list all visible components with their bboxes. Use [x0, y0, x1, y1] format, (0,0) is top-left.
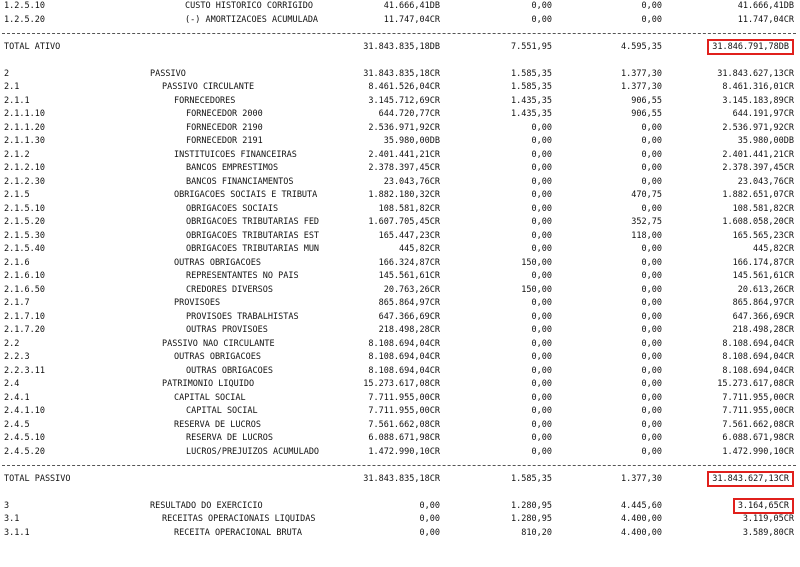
credito: 0,00 — [641, 244, 662, 254]
account-code: 1.2.5.10 — [4, 1, 45, 11]
credito: 0,00 — [641, 325, 662, 335]
debito: 0,00 — [531, 298, 552, 308]
saldo-atual: 108.581,82CR — [732, 203, 794, 214]
saldo-anterior: 15.273.617,08CR — [363, 379, 440, 389]
debito: 150,00 — [521, 257, 552, 268]
account-code: 2.1.2 — [4, 149, 30, 160]
account-row — [0, 311, 800, 325]
account-code: 2.4.5.10 — [4, 433, 45, 443]
saldo-anterior: 8.108.694,04CR — [368, 338, 440, 349]
saldo-atual: 35.980,00DB — [737, 136, 794, 146]
saldo-atual: 3.164,65CR — [733, 498, 794, 514]
total-ativo-label: TOTAL ATIVO — [4, 41, 61, 52]
saldo-anterior: 165.447,23CR — [378, 230, 440, 241]
debito: 0,00 — [531, 14, 552, 25]
saldo-atual: 166.174,87CR — [732, 257, 794, 268]
account-description: FORNECEDOR 2000 — [186, 109, 263, 119]
credito: 0,00 — [641, 365, 662, 376]
account-row — [0, 149, 800, 163]
debito: 0,00 — [531, 271, 552, 281]
saldo-atual: 3.145.183,89CR — [722, 95, 794, 106]
saldo-atual: 2.536.971,92CR — [722, 122, 794, 133]
account-row — [0, 527, 800, 541]
total-passivo-label: TOTAL PASSIVO — [4, 473, 71, 484]
saldo-anterior: 647.366,69CR — [378, 311, 440, 322]
account-description: OBRIGACOES SOCIAIS — [186, 203, 279, 214]
account-description: PROVISOES TRABALHISTAS — [186, 311, 299, 322]
account-row — [0, 176, 800, 190]
total-passivo-row — [0, 473, 800, 487]
credito: 0,00 — [641, 176, 662, 187]
account-description: OUTRAS OBRIGACOES — [174, 257, 261, 268]
credito: 0,00 — [641, 311, 662, 322]
account-row — [0, 405, 800, 419]
saldo-atual: 8.461.316,01CR — [722, 82, 794, 92]
credito: 1.377,30 — [621, 68, 662, 79]
account-row — [0, 162, 800, 176]
credito: 470,75 — [631, 190, 662, 200]
credito: 0,00 — [641, 392, 662, 403]
debito: 0,00 — [531, 122, 552, 133]
credito: 0,00 — [641, 149, 662, 160]
account-code: 2.1.7.20 — [4, 325, 45, 335]
account-code: 2.1.1.30 — [4, 136, 45, 146]
account-code: 2.4.1 — [4, 392, 30, 403]
credito: 0,00 — [641, 122, 662, 133]
saldo-anterior: 0,00 — [419, 514, 440, 524]
account-row — [0, 365, 800, 379]
debito: 0,00 — [531, 244, 552, 254]
debito: 0,00 — [531, 230, 552, 241]
account-row — [0, 270, 800, 284]
account-code: 2.1.5.30 — [4, 230, 45, 241]
account-row — [0, 243, 800, 257]
account-code: 2.1.7.10 — [4, 311, 45, 322]
credito: 4.400,00 — [621, 527, 662, 538]
debito: 0,00 — [531, 190, 552, 200]
saldo-atual: 11.747,04CR — [737, 14, 794, 25]
credito: 0,00 — [641, 163, 662, 173]
account-row — [0, 446, 800, 460]
total-passivo-debito: 1.585,35 — [511, 473, 552, 484]
saldo-atual: 31.843.627,13CR — [717, 68, 794, 79]
saldo-anterior: 0,00 — [419, 500, 440, 511]
account-description: PASSIVO NAO CIRCULANTE — [162, 338, 275, 349]
account-row — [0, 338, 800, 352]
account-description: FORNECEDOR 2191 — [186, 136, 263, 146]
account-code: 2.2.3.11 — [4, 365, 45, 376]
account-code: 2.1.5 — [4, 190, 30, 200]
saldo-atual: 647.366,69CR — [732, 311, 794, 322]
account-row — [0, 135, 800, 149]
saldo-anterior: 8.461.526,04CR — [368, 82, 440, 92]
debito: 0,00 — [531, 217, 552, 227]
account-description: PASSIVO CIRCULANTE — [162, 82, 255, 92]
saldo-atual: 3.119,05CR — [742, 514, 794, 524]
account-row — [0, 108, 800, 122]
separator-line — [0, 459, 800, 473]
spacer — [0, 54, 800, 68]
section-ativo-tail — [0, 0, 800, 27]
saldo-atual: 644.191,97CR — [732, 109, 794, 119]
debito: 0,00 — [531, 392, 552, 403]
account-description: FORNECEDORES — [174, 95, 236, 106]
total-passivo-saldo-anterior: 31.843.835,18CR — [363, 473, 440, 484]
credito: 0,00 — [641, 284, 662, 295]
account-code: 3 — [4, 500, 10, 511]
debito: 0,00 — [531, 1, 552, 11]
credito: 0,00 — [641, 271, 662, 281]
account-code: 2.1.1 — [4, 95, 30, 106]
account-code: 2.1.5.10 — [4, 203, 45, 214]
saldo-anterior: 166.324,87CR — [378, 257, 440, 268]
saldo-anterior: 1.607.705,45CR — [368, 217, 440, 227]
saldo-atual: 7.711.955,00CR — [722, 392, 794, 403]
total-passivo-credito: 1.377,30 — [621, 473, 662, 484]
account-description: REPRESENTANTES NO PAIS — [186, 271, 299, 281]
account-description: CREDORES DIVERSOS — [186, 284, 273, 295]
section-passivo — [0, 68, 800, 460]
account-code: 2.1.2.30 — [4, 176, 45, 187]
account-code: 2.1 — [4, 82, 20, 92]
saldo-anterior: 2.401.441,21CR — [368, 149, 440, 160]
account-description: CAPITAL SOCIAL — [174, 392, 246, 403]
saldo-atual: 218.498,28CR — [732, 325, 794, 335]
account-code: 2.4.1.10 — [4, 406, 45, 416]
debito: 0,00 — [531, 446, 552, 457]
account-description: RESERVA DE LUCROS — [174, 419, 261, 430]
saldo-anterior: 2.536.971,92CR — [368, 122, 440, 133]
credito: 906,55 — [631, 109, 662, 119]
debito: 810,20 — [521, 527, 552, 538]
saldo-atual: 7.561.662,08CR — [722, 419, 794, 430]
debito: 0,00 — [531, 325, 552, 335]
account-description: PATRIMONIO LIQUIDO — [162, 379, 255, 389]
separator-line — [0, 27, 800, 41]
saldo-atual: 7.711.955,00CR — [722, 406, 794, 416]
debito: 0,00 — [531, 365, 552, 376]
account-row — [0, 513, 800, 527]
debito: 0,00 — [531, 433, 552, 443]
account-row — [0, 284, 800, 298]
account-description: OUTRAS PROVISOES — [186, 325, 268, 335]
saldo-atual: 8.108.694,04CR — [722, 338, 794, 349]
account-code: 2.4.5.20 — [4, 446, 45, 457]
debito: 0,00 — [531, 379, 552, 389]
saldo-anterior: 23.043,76CR — [383, 176, 440, 187]
credito: 0,00 — [641, 406, 662, 416]
credito: 352,75 — [631, 217, 662, 227]
account-row — [0, 500, 800, 514]
debito: 150,00 — [521, 284, 552, 295]
saldo-atual: 41.666,41DB — [737, 1, 794, 11]
credito: 0,00 — [641, 379, 662, 389]
saldo-anterior: 2.378.397,45CR — [368, 163, 440, 173]
saldo-anterior: 0,00 — [419, 527, 440, 538]
credito: 0,00 — [641, 136, 662, 146]
account-row — [0, 203, 800, 217]
debito: 0,00 — [531, 311, 552, 322]
credito: 0,00 — [641, 298, 662, 308]
account-description: FORNECEDOR 2190 — [186, 122, 263, 133]
account-row — [0, 257, 800, 271]
saldo-atual: 2.378.397,45CR — [722, 163, 794, 173]
account-row — [0, 378, 800, 392]
saldo-atual: 445,82CR — [753, 244, 794, 254]
debito: 1.585,35 — [511, 68, 552, 79]
credito: 0,00 — [641, 338, 662, 349]
saldo-atual: 165.565,23CR — [732, 230, 794, 241]
account-row — [0, 189, 800, 203]
account-code: 2.1.6.10 — [4, 271, 45, 281]
saldo-atual: 6.088.671,98CR — [722, 433, 794, 443]
account-row — [0, 432, 800, 446]
saldo-atual: 1.472.990,10CR — [722, 446, 794, 457]
credito: 1.377,30 — [621, 82, 662, 92]
saldo-anterior: 6.088.671,98CR — [368, 433, 440, 443]
account-description: OBRIGACOES TRIBUTARIAS MUN — [186, 244, 320, 254]
total-ativo-debito: 7.551,95 — [511, 41, 552, 52]
total-ativo-saldo-atual: 31.846.791,78DB — [707, 39, 794, 55]
account-row — [0, 122, 800, 136]
saldo-anterior: 8.108.694,04CR — [368, 365, 440, 376]
account-code: 3.1.1 — [4, 527, 30, 538]
account-description: OBRIGACOES TRIBUTARIAS EST — [186, 230, 320, 241]
account-description: RESULTADO DO EXERCICIO — [150, 500, 263, 511]
total-ativo-credito: 4.595,35 — [621, 41, 662, 52]
account-code: 2.1.2.10 — [4, 163, 45, 173]
saldo-anterior: 20.763,26CR — [383, 284, 440, 295]
saldo-atual: 20.613,26CR — [737, 284, 794, 295]
account-description: PASSIVO — [150, 68, 186, 79]
debito: 1.435,35 — [511, 95, 552, 106]
saldo-anterior: 218.498,28CR — [378, 325, 440, 335]
credito: 0,00 — [641, 14, 662, 25]
saldo-anterior: 445,82CR — [399, 244, 440, 254]
credito: 0,00 — [641, 257, 662, 268]
account-description: LUCROS/PREJUIZOS ACUMULADO — [186, 446, 320, 457]
saldo-atual: 2.401.441,21CR — [722, 149, 794, 160]
total-passivo-saldo-atual: 31.843.627,13CR — [707, 471, 794, 487]
credito: 118,00 — [631, 230, 662, 241]
debito: 0,00 — [531, 163, 552, 173]
debito: 0,00 — [531, 338, 552, 349]
saldo-anterior: 7.711.955,00CR — [368, 392, 440, 403]
account-description: PROVISOES — [174, 298, 221, 308]
saldo-anterior: 1.882.180,32CR — [368, 190, 440, 200]
account-code: 2.2 — [4, 338, 20, 349]
account-description: OBRIGACOES TRIBUTARIAS FED — [186, 217, 320, 227]
account-code: 3.1 — [4, 514, 20, 524]
account-description: OBRIGACOES SOCIAIS E TRIBUTA — [174, 190, 318, 200]
debito: 0,00 — [531, 419, 552, 430]
debito: 0,00 — [531, 406, 552, 416]
account-row — [0, 216, 800, 230]
saldo-anterior: 108.581,82CR — [378, 203, 440, 214]
account-description: INSTITUICOES FINANCEIRAS — [174, 149, 297, 160]
account-code: 2.1.1.20 — [4, 122, 45, 133]
account-code: 2.1.5.40 — [4, 244, 45, 254]
account-row — [0, 351, 800, 365]
credito: 0,00 — [641, 203, 662, 214]
saldo-anterior: 644.720,77CR — [378, 109, 440, 119]
credito: 4.445,60 — [621, 500, 662, 511]
saldo-atual: 8.108.694,04CR — [722, 352, 794, 362]
debito: 0,00 — [531, 352, 552, 362]
saldo-anterior: 865.864,97CR — [378, 298, 440, 308]
account-code: 2.1.6 — [4, 257, 30, 268]
account-description: OUTRAS OBRIGACOES — [174, 352, 261, 362]
account-code: 2.1.1.10 — [4, 109, 45, 119]
debito: 1.585,35 — [511, 82, 552, 92]
account-row — [0, 230, 800, 244]
saldo-anterior: 7.561.662,08CR — [368, 419, 440, 430]
credito: 0,00 — [641, 352, 662, 362]
saldo-anterior: 35.980,00DB — [383, 136, 440, 146]
saldo-atual: 8.108.694,04CR — [722, 365, 794, 376]
debito: 0,00 — [531, 176, 552, 187]
debito: 1.280,95 — [511, 500, 552, 511]
saldo-anterior: 8.108.694,04CR — [368, 352, 440, 362]
account-row — [0, 0, 800, 14]
account-description: CAPITAL SOCIAL — [186, 406, 258, 416]
account-row — [0, 68, 800, 82]
account-row — [0, 419, 800, 433]
debito: 1.435,35 — [511, 109, 552, 119]
debito: 1.280,95 — [511, 514, 552, 524]
saldo-anterior: 11.747,04CR — [383, 14, 440, 25]
account-code: 1.2.5.20 — [4, 14, 45, 25]
credito: 0,00 — [641, 419, 662, 430]
account-description: RECEITA OPERACIONAL BRUTA — [174, 527, 302, 538]
saldo-anterior: 145.561,61CR — [378, 271, 440, 281]
saldo-anterior: 1.472.990,10CR — [368, 446, 440, 457]
debito: 0,00 — [531, 136, 552, 146]
debito: 0,00 — [531, 203, 552, 214]
account-description: (-) AMORTIZACOES ACUMULADA — [185, 14, 319, 25]
credito: 4.400,00 — [621, 514, 662, 524]
total-ativo-saldo-anterior: 31.843.835,18DB — [363, 41, 440, 52]
spacer — [0, 486, 800, 500]
account-row — [0, 14, 800, 28]
saldo-atual: 3.589,80CR — [742, 527, 794, 538]
account-code: 2.2.3 — [4, 352, 30, 362]
account-description: BANCOS FINANCIAMENTOS — [186, 176, 294, 187]
saldo-atual: 145.561,61CR — [732, 271, 794, 281]
account-code: 2 — [4, 68, 10, 79]
saldo-atual: 1.882.651,07CR — [722, 190, 794, 200]
account-code: 2.1.6.50 — [4, 284, 45, 295]
saldo-anterior: 31.843.835,18CR — [363, 68, 440, 79]
saldo-atual: 15.273.617,08CR — [717, 379, 794, 389]
account-row — [0, 81, 800, 95]
account-description: OUTRAS OBRIGACOES — [186, 365, 273, 376]
account-code: 2.1.5.20 — [4, 217, 45, 227]
section-resultado — [0, 500, 800, 541]
credito: 0,00 — [641, 1, 662, 11]
saldo-atual: 23.043,76CR — [737, 176, 794, 187]
account-row — [0, 392, 800, 406]
account-description: CUSTO HISTORICO CORRIGIDO — [185, 1, 313, 11]
account-code: 2.4 — [4, 379, 20, 389]
credito: 906,55 — [631, 95, 662, 106]
account-description: RECEITAS OPERACIONAIS LIQUIDAS — [162, 514, 316, 524]
debito: 0,00 — [531, 149, 552, 160]
saldo-atual: 1.608.058,20CR — [722, 217, 794, 227]
credito: 0,00 — [641, 433, 662, 443]
saldo-anterior: 41.666,41DB — [383, 1, 440, 11]
account-code: 2.1.7 — [4, 298, 30, 308]
account-row — [0, 297, 800, 311]
saldo-anterior: 7.711.955,00CR — [368, 406, 440, 416]
account-row — [0, 324, 800, 338]
saldo-anterior: 3.145.712,69CR — [368, 95, 440, 106]
saldo-atual: 865.864,97CR — [732, 298, 794, 308]
account-description: RESERVA DE LUCROS — [186, 433, 273, 443]
account-description: BANCOS EMPRESTIMOS — [186, 163, 279, 173]
total-ativo-row — [0, 41, 800, 55]
account-code: 2.4.5 — [4, 419, 30, 430]
account-row — [0, 95, 800, 109]
credito: 0,00 — [641, 446, 662, 457]
